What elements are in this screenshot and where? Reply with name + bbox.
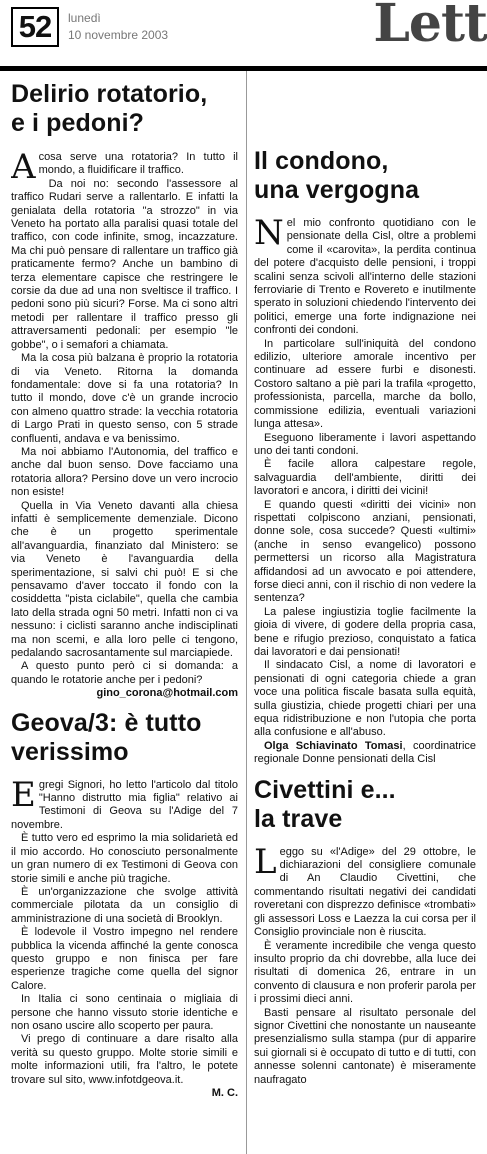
lead-text: eggo su «l'Adige» del 29 ottobre, le dichiarazioni del consigliere comunale di An Claudio Civettini, che commentando risultati negativi dei candidati roveretani con disprezzo definisce «trombati» gli assessori Loss e Laezza la cui corsa per il Consiglio provinciale non è riuscita. [254,845,476,939]
headline-line-1: Civettini e... [254,775,396,804]
paragraph-continued: Vi prego di continuare a dare risalto alla verità su questo gruppo. Molte storie simili e molte informazioni utili, fra l'altro, le potete trovare sul sito, www.infotdgeova.it. [11,1033,238,1086]
paragraph: Basti pensare al risultato personale del signor Civettini che nonostante un nauseante presenzialismo sulla stampa (pur di apparire sui giornali si è occupato di tutto e di tutti, con annesse solenni cantonate) è miseramente naufragato [254,1006,476,1086]
author-role: , coordinatrice regionale Donne pensionati della Cisl [254,739,476,766]
paragraph: È lodevole il Vostro impegno nel rendere pubblica la vicenda affinché la gente conosca questo gruppo e non finisca per fare esperienze tragiche come quella del signor Calore. [11,926,238,992]
section-title: Lett [373,0,487,54]
right-column [254,71,476,1154]
article-geova [11,701,238,1101]
dropcap: L [254,841,277,882]
dropcap: A [11,147,36,187]
paragraph: Il sindacato Cisl, a nome di lavoratori e pensionati di ogni categoria chiede a gran voce una politica fiscale basata sulla equità, sulla giustizia, chiede progetti chiari per una equa ridistribuzione e non l'utopia che porta alla confusione e all'abuso. [254,659,476,739]
paragraph: E quando questi «diritti dei vicini» non rispettati colpiscono anziani, pensionati, donne sole, cosa succede? Questi «ultimi» (anche in senso evangelico) possono permettersi un ricorso alla Magistratura affidandosi ad un avvocato e poi attendere, forse dieci anni, con il rischio di non vedere la sentenza? [254,498,476,605]
headline-line-1: Geova/3: è tutto [11,708,202,737]
headline-line-1: Delirio rotatorio, [11,80,208,108]
paragraph: In Italia ci sono centinaia o migliaia di persone che hanno vissuto storie identiche e non osano uscire allo scoperto per paura. [11,993,238,1032]
dropcap: E [11,774,36,815]
article-civettini [254,767,476,1087]
lead-paragraph [254,213,476,338]
dateline-day: lunedì [68,11,101,25]
article-body [11,774,238,1101]
lead-text: gregi Signori, ho letto l'articolo dal titolo "Hanno distrutto mia figlia" relativo ai Testimoni di Geova su l'Adige del 7 novembre. [11,778,238,831]
article-headline [254,776,476,834]
headline-line-2: verissimo [11,737,129,766]
article-headline [11,80,238,138]
paragraph: In particolare sull'iniquità del condono edilizio, ulteriore amorale incentivo per continuare ad essere furbi e disonesti. Costoro saltano a piè pari la trafila «progetto, professionista, parcella, marche da bollo, commissione edilizia, eventuali variazioni lunga attesa». [254,337,476,431]
article-delirio [11,71,238,701]
lead-text: el mio confronto quotidiano con le pensionate della Cisl, oltre a problemi come il «carovita», la perdita continua del potere d'acquisto delle pensioni, i troppi scalini senza scivoli all'interno delle stazioni ferroviarie di Trento e Rovereto e inutilmente sperato in soluzioni chiedendo l'intervento dei politici, emerge una forte indignazione nei confronti dei condoni. [254,217,476,337]
lead-text: cosa serve una rotatoria? In tutto il mondo, a fluidificare il traffico. [38,151,238,177]
author-initials: M. C. [211,1087,238,1099]
dateline-date: 10 novembre 2003 [68,28,169,42]
paragraph: Quella in Via Veneto davanti alla chiesa infatti è semplicemente demenziale. Dicono che è un progetto sperimentale all'avanguardia, finanziato dal Ministero: se via Veneto è l'avanguardia della sperimentazione, si salvi chi può! E si che pensavamo d'aver toccato il fondo con la cosiddetta "pista ciclabile", quella che cambia lato della strada ogni 50 metri. Infatti non ci va nessuno: i ciclisti saranno anche indisciplinati ma non scemi, e alla loro pelle ci tengono, pedalando sacrosantamente sul marciapiede. [11,499,238,660]
paragraph: A questo punto però ci si domanda: a quando le rotatorie anche per i pedoni? [11,660,238,686]
headline-line-1: Il condono, [254,147,389,175]
paragraph: È veramente incredibile che venga questo insulto proprio da chi dovrebbe, alla luce dei risultati di domenica 26, entrare in un convento di clausura e non proferir parola per i prossimi dieci anni. [254,939,476,1006]
dateline [68,10,168,44]
paragraph: Ma noi abbiamo l'Autonomia, del traffico e anche dal buon senso. Dove facciamo una rotatoria allora? Persino dove un vero incrocio non esiste! [11,445,238,499]
lead-paragraph [254,841,476,940]
paragraph: È un'organizzazione che svolge attività commerciale pilotata da un consiglio di amministrazione di una società di Brooklyn. [11,885,238,925]
article-body [254,213,476,767]
headline-line-2: la trave [254,804,343,833]
article-body [11,147,238,701]
paragraph: Ma la cosa più balzana è proprio la rotatoria di via Veneto. Ritorna la domanda fondamentale: dove si fa una rotatoria? In tutto il mondo, dove c'è un grande incrocio con almeno quattro strade: la vecchia rotatoria di Largo Prati in questo senso, con 5 strade confluenti, andava e va benissimo. [11,352,238,445]
column-divider [246,71,247,1154]
paragraph: La palese ingiustizia toglie facilmente la gioia di vivere, di godere della propria casa, bene e rifugio prezioso, conquistato a fatica dai lavoratori e dai pensionati! [254,605,476,658]
article-headline [254,147,476,205]
author-email: gino_corona@hotmail.com [96,687,238,700]
lead-paragraph [11,774,238,833]
author-name: Olga Schiavinato Tomasi [264,739,403,752]
article-headline [11,709,238,767]
article-condono [254,71,476,767]
paragraph: Da noi no: secondo l'assessore al traffico Rudari serve a rallentarlo. E infatti la genialata della rotatoria "a strozzo" in via Veneto ha portato alla paralisi quasi totale del traffico, con code infinite, smog, incazzature. Ma chi può pensare di rallentare un traffico già praticamente fermo? Anche un bambino di terza elementare capisce che restringere le corsie da due ad una non sveltisce il traffico. I pedoni sono più sicuri? Forse. Ma ci sono altri metodi per rallentare il traffico presso gli attraversamenti pedonali: per esempio "le gobbe", o i semafori a chiamata. [11,177,238,351]
left-column [11,71,238,1154]
paragraph: È facile allora calpestare regole, salvaguardia dell'ambiente, diritti dei lavoratori e ancora, i diritti dei vicini! [254,458,476,498]
paragraph: Eseguono liberamente i lavori aspettando uno dei tanti condoni. [254,431,476,457]
lead-paragraph [11,147,238,187]
article-body [254,841,476,1087]
page-number: 52 [11,7,59,47]
signature [254,740,476,767]
paragraph: È tutto vero ed esprimo la mia solidarietà ed il mio accordo. Ho conosciuto personalmente un gran numero di ex Testimoni di Geova con storie simili e anche più tragiche. [11,832,238,885]
headline-line-2: e i pedoni? [11,109,145,137]
headline-line-2: una vergogna [254,176,420,204]
dropcap: N [254,213,284,253]
